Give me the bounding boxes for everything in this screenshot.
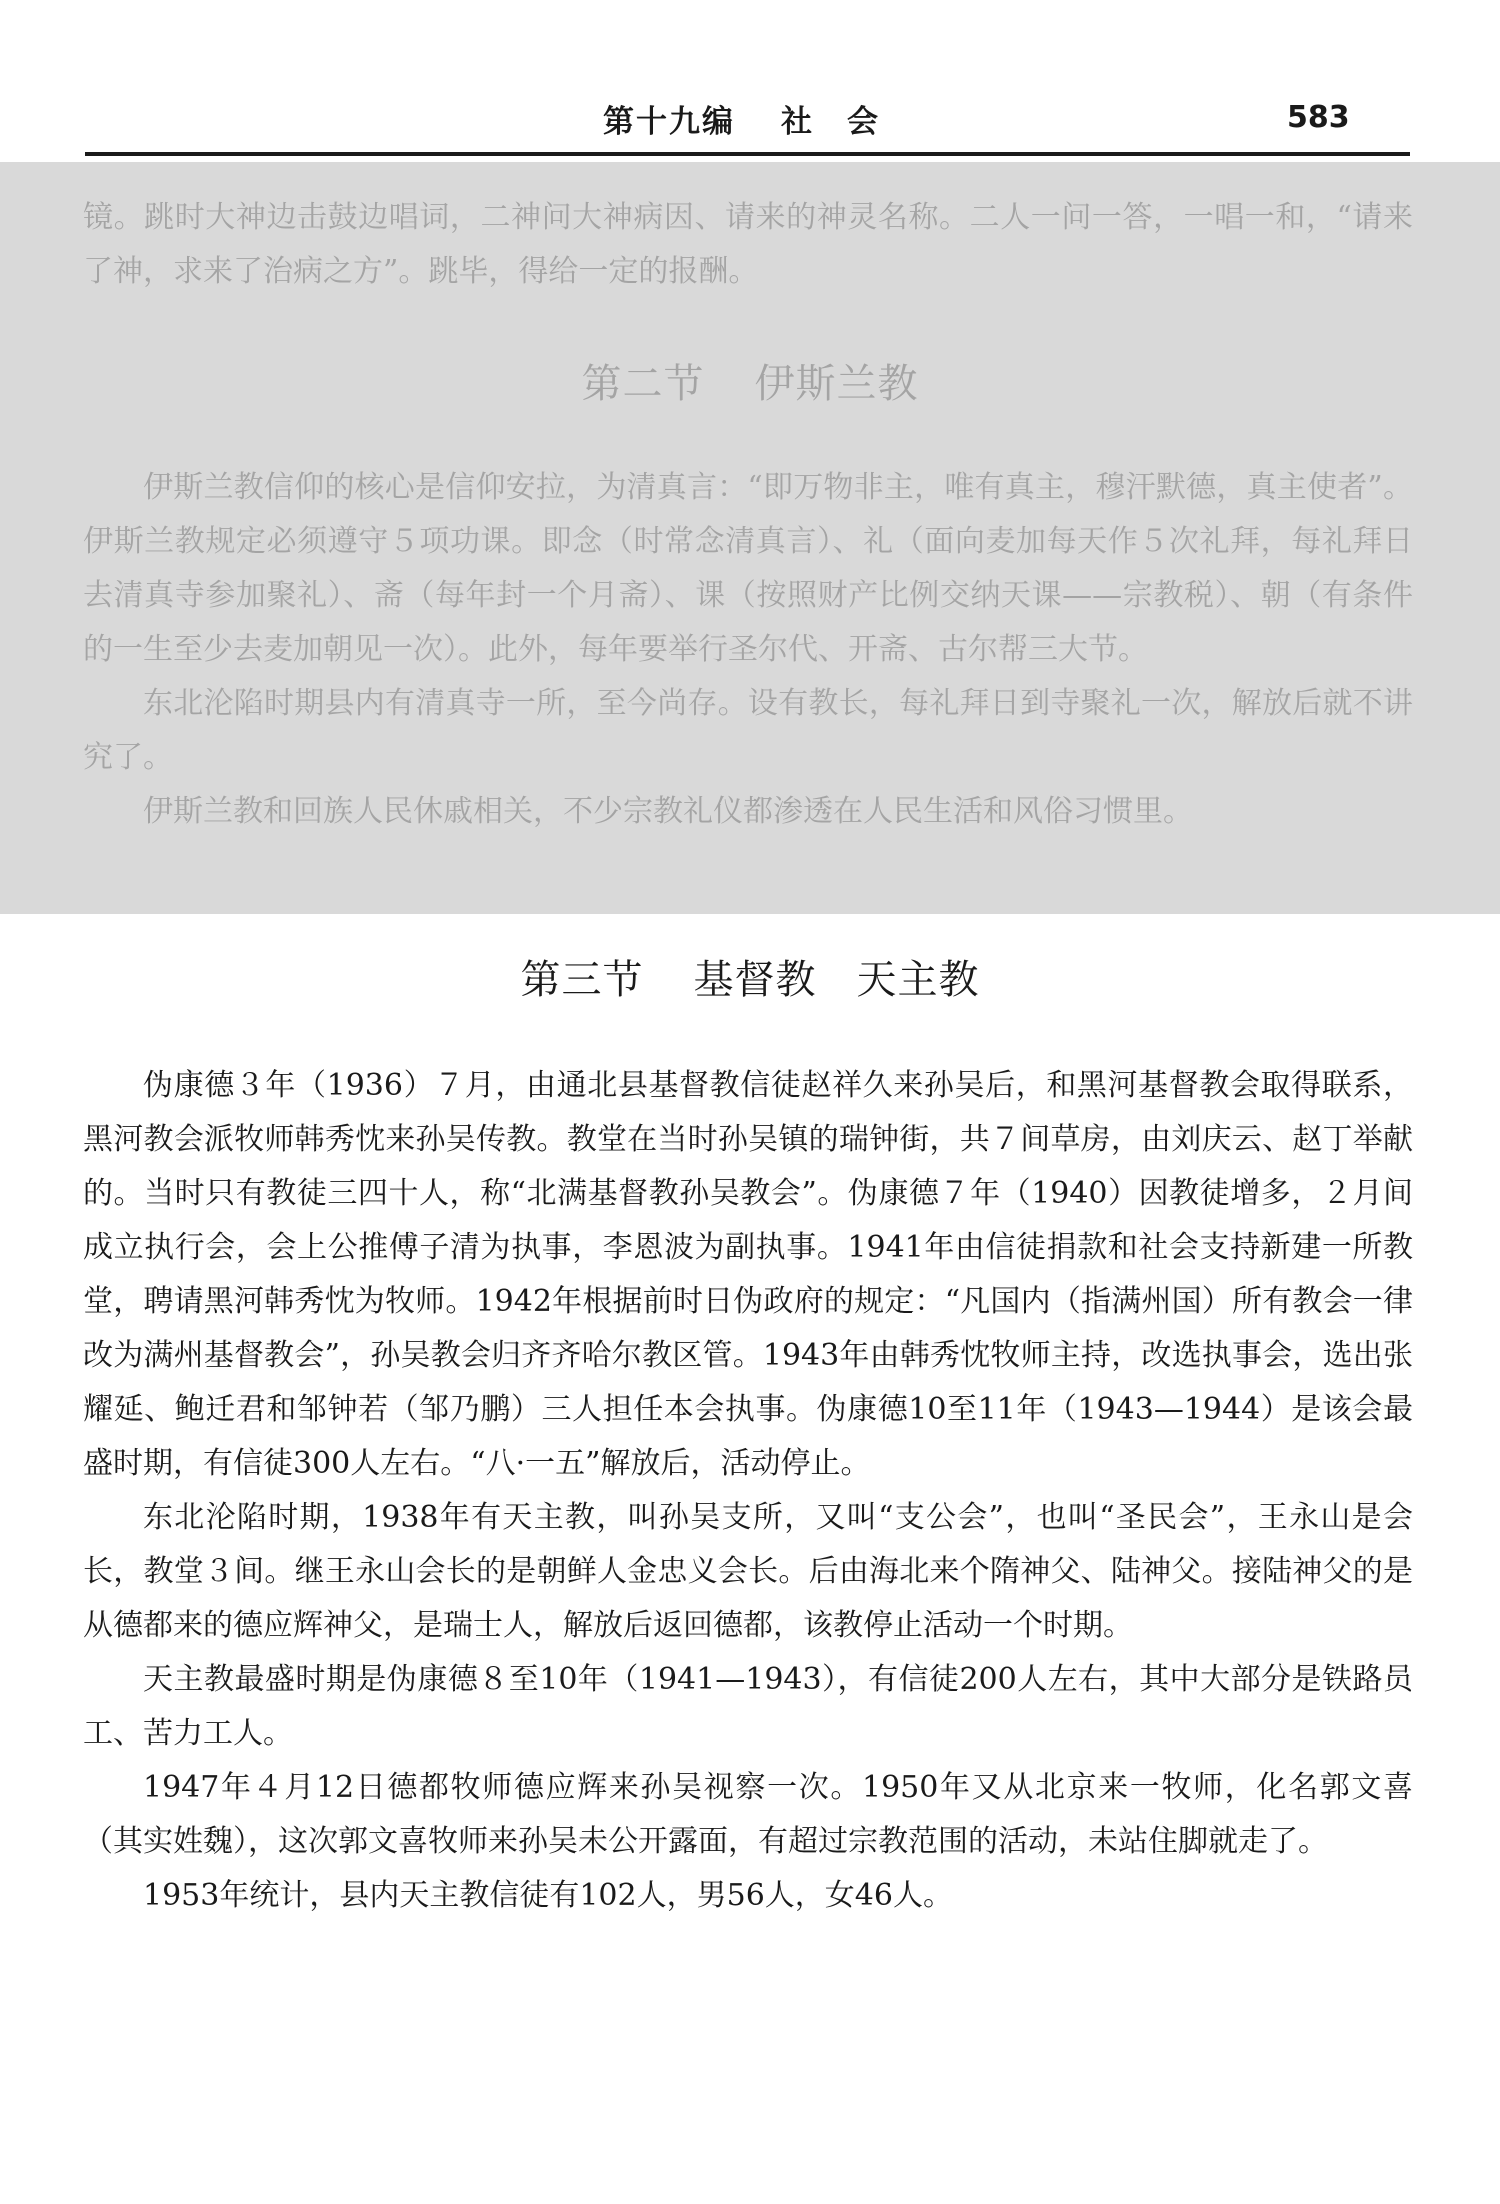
section-name: 基督教	[693, 957, 817, 1003]
page-number: 583	[1287, 100, 1350, 135]
paragraph: 1953年统计，县内天主教信徒有102人，男56人，女46人。	[143, 1878, 953, 1913]
part-label: 第十九编	[603, 104, 735, 140]
section-heading-islam	[0, 352, 1500, 409]
islam-body	[83, 461, 1413, 839]
subject-label: 社 会	[781, 104, 880, 140]
christianity-body	[83, 1059, 1413, 1923]
section-heading-christianity	[0, 948, 1500, 1005]
paragraph: 伊斯兰教信仰的核心是信仰安拉，为清真言：“即万物非主，唯有真主，穆汗默德，真主使者”。伊斯兰教规定必须遵守５项功课。即念（时常念清真言）、礼（面向麦加每天作５次礼拜，每礼拜日去清真寺参加聚礼）、斋（每年封一个月斋）、课（按照财产比例交纳天课——宗教税）、朝（有条件的一生至少去麦加朝见一次）。此外，每年要举行圣尔代、开斋、古尔帮三大节。	[83, 470, 1413, 667]
paragraph: 东北沦陷时期县内有清真寺一所，至今尚存。设有教长，每礼拜日到寺聚礼一次，解放后就不讲究了。	[83, 686, 1413, 775]
section-number: 第二节	[581, 361, 705, 407]
paragraph: 1947年４月12日德都牧师德应辉来孙吴视察一次。1950年又从北京来一牧师，化名郭文喜（其实姓魏），这次郭文喜牧师来孙吴未公开露面，有超过宗教范围的活动，未站住脚就走了。	[83, 1770, 1413, 1859]
header-rule	[85, 152, 1410, 156]
continuation-paragraph: 镜。跳时大神边击鼓边唱词，二神问大神病因、请来的神灵名称。二人一问一答，一唱一和，“请来了神，求来了治病之方”。跳毕，得给一定的报酬。	[83, 200, 1413, 289]
paragraph: 伊斯兰教和回族人民休戚相关，不少宗教礼仪都渗透在人民生活和风俗习惯里。	[143, 794, 1193, 829]
section-name: 天主教	[856, 957, 980, 1003]
page-header	[85, 96, 1410, 144]
paragraph: 伪康德３年（1936）７月，由通北县基督教信徒赵祥久来孙吴后，和黑河基督教会取得联系，黑河教会派牧师韩秀忱来孙吴传教。教堂在当时孙吴镇的瑞钟街，共７间草房，由刘庆云、赵丁举献的。当时只有教徒三四十人，称“北满基督教孙吴教会”。伪康德７年（1940）因教徒增多，２月间成立执行会，会上公推傅子清为执事，李恩波为副执事。1941年由信徒捐款和社会支持新建一所教堂，聘请黑河韩秀忱为牧师。1942年根据前时日伪政府的规定：“凡国内（指满州国）所有教会一律改为满州基督教会”，孙吴教会归齐齐哈尔教区管。1943年由韩秀忱牧师主持，改选执事会，选出张耀延、鲍迁君和邹钟若（邹乃鹏）三人担任本会执事。伪康德10至11年（1943—1944）是该会最盛时期，有信徒300人左右。“八·一五”解放后，活动停止。	[83, 1068, 1413, 1481]
paragraph: 东北沦陷时期，1938年有天主教，叫孙吴支所，又叫“支公会”，也叫“圣民会”，王永山是会长，教堂３间。继王永山会长的是朝鲜人金忠义会长。后由海北来个隋神父、陆神父。接陆神父的是从德都来的德应辉神父，是瑞士人，解放后返回德都，该教停止活动一个时期。	[83, 1500, 1413, 1643]
paragraph: 天主教最盛时期是伪康德８至10年（1941—1943），有信徒200人左右，其中大部分是铁路员工、苦力工人。	[83, 1662, 1413, 1751]
section-number: 第三节	[520, 957, 644, 1003]
section-name: 伊斯兰教	[754, 361, 919, 407]
running-title	[603, 96, 880, 141]
continuation-text	[83, 191, 1413, 299]
